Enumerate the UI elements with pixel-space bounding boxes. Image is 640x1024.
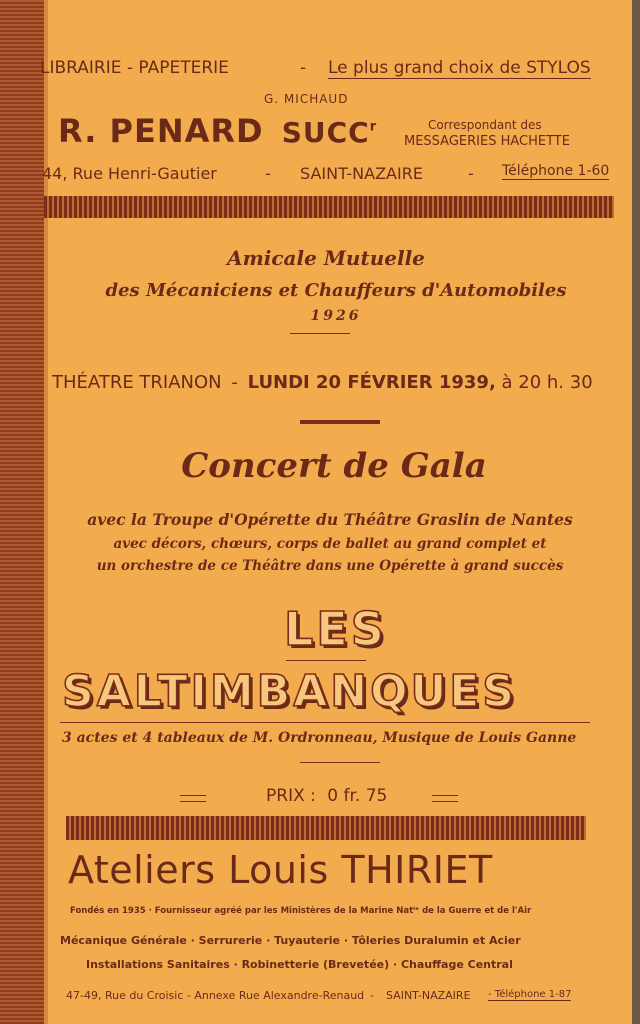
address-separator-2: - [468,164,474,183]
header-separator: - [300,58,307,78]
footer-divider-band [66,816,586,840]
concert-line2: avec décors, chœurs, corps de ballet au grand complet et [113,536,547,552]
owner-name-text: R. PENARD [58,112,264,150]
price-label: PRIX : [266,786,316,806]
association-year: 1926 [310,308,362,324]
company-city: SAINT-NAZAIRE [386,989,471,1002]
venue: THÉATRE TRIANON [52,372,222,393]
succ-sup: r [369,119,378,135]
services-line2: Installations Sanitaires · Robinetterie (Brevetée) · Chauffage Central [86,958,513,971]
price-left-dash [180,795,206,802]
company-founded: Fondés en 1935 · Fournisseur agréé par les Ministères de la Marine Natˡᵉ de la Guerre et de l'Air [70,906,532,916]
address-separator: - [265,164,271,183]
correspondent-line2: MESSAGERIES HACHETTE [404,134,570,149]
owner-name [58,112,377,150]
shop-address: 44, Rue Henri-Gautier [42,164,217,183]
title-rule-1 [286,660,366,661]
succ-text: SUCC [281,116,370,149]
show-credit: 3 actes et 4 tableaux de M. Ordronneau, Musique de Louis Ganne [62,730,577,746]
association-line2: des Mécaniciens et Chauffeurs d'Automobiles [105,280,567,301]
year-rule [290,333,350,334]
event-separator: - [231,372,238,393]
correspondent-line1: Correspondant des [428,118,542,132]
show-title-line1: LES [284,602,387,656]
previous-owner: G. MICHAUD [264,92,349,106]
concert-title: Concert de Gala [181,446,487,486]
shop-type: LIBRAIRIE - PAPETERIE [40,58,229,78]
company-address: 47-49, Rue du Croisic - Annexe Rue Alexandre-Renaud [66,989,365,1002]
event-line [52,372,593,393]
event-date: LUNDI 20 FÉVRIER 1939, [247,372,496,393]
company-name: Ateliers Louis THIRIET [68,848,493,892]
price-line [266,786,387,806]
header-divider-band [44,196,614,218]
title-rule-2 [60,722,590,723]
company-address-separator: - [370,989,374,1002]
shop-city: SAINT-NAZAIRE [300,164,423,183]
price-value: 0 fr. 75 [327,786,388,806]
event-rule [300,420,380,424]
event-time: à 20 h. 30 [501,372,593,393]
price-right-dash [432,795,458,802]
concert-line1: avec la Troupe d'Opérette du Théâtre Graslin de Nantes [87,510,573,529]
association-line1: Amicale Mutuelle [227,246,425,270]
credit-rule [300,762,380,763]
shop-phone: Téléphone 1-60 [502,163,610,179]
show-title-line2: SALTIMBANQUES [62,666,517,717]
services-line1: Mécanique Générale · Serrurerie · Tuyauterie · Tôleries Duralumin et Acier [60,934,521,947]
stylos-slogan: Le plus grand choix de STYLOS [328,58,591,78]
concert-line3: un orchestre de ce Théâtre dans une Opérette à grand succès [96,558,564,574]
company-phone: - Téléphone 1-87 [488,989,572,1000]
